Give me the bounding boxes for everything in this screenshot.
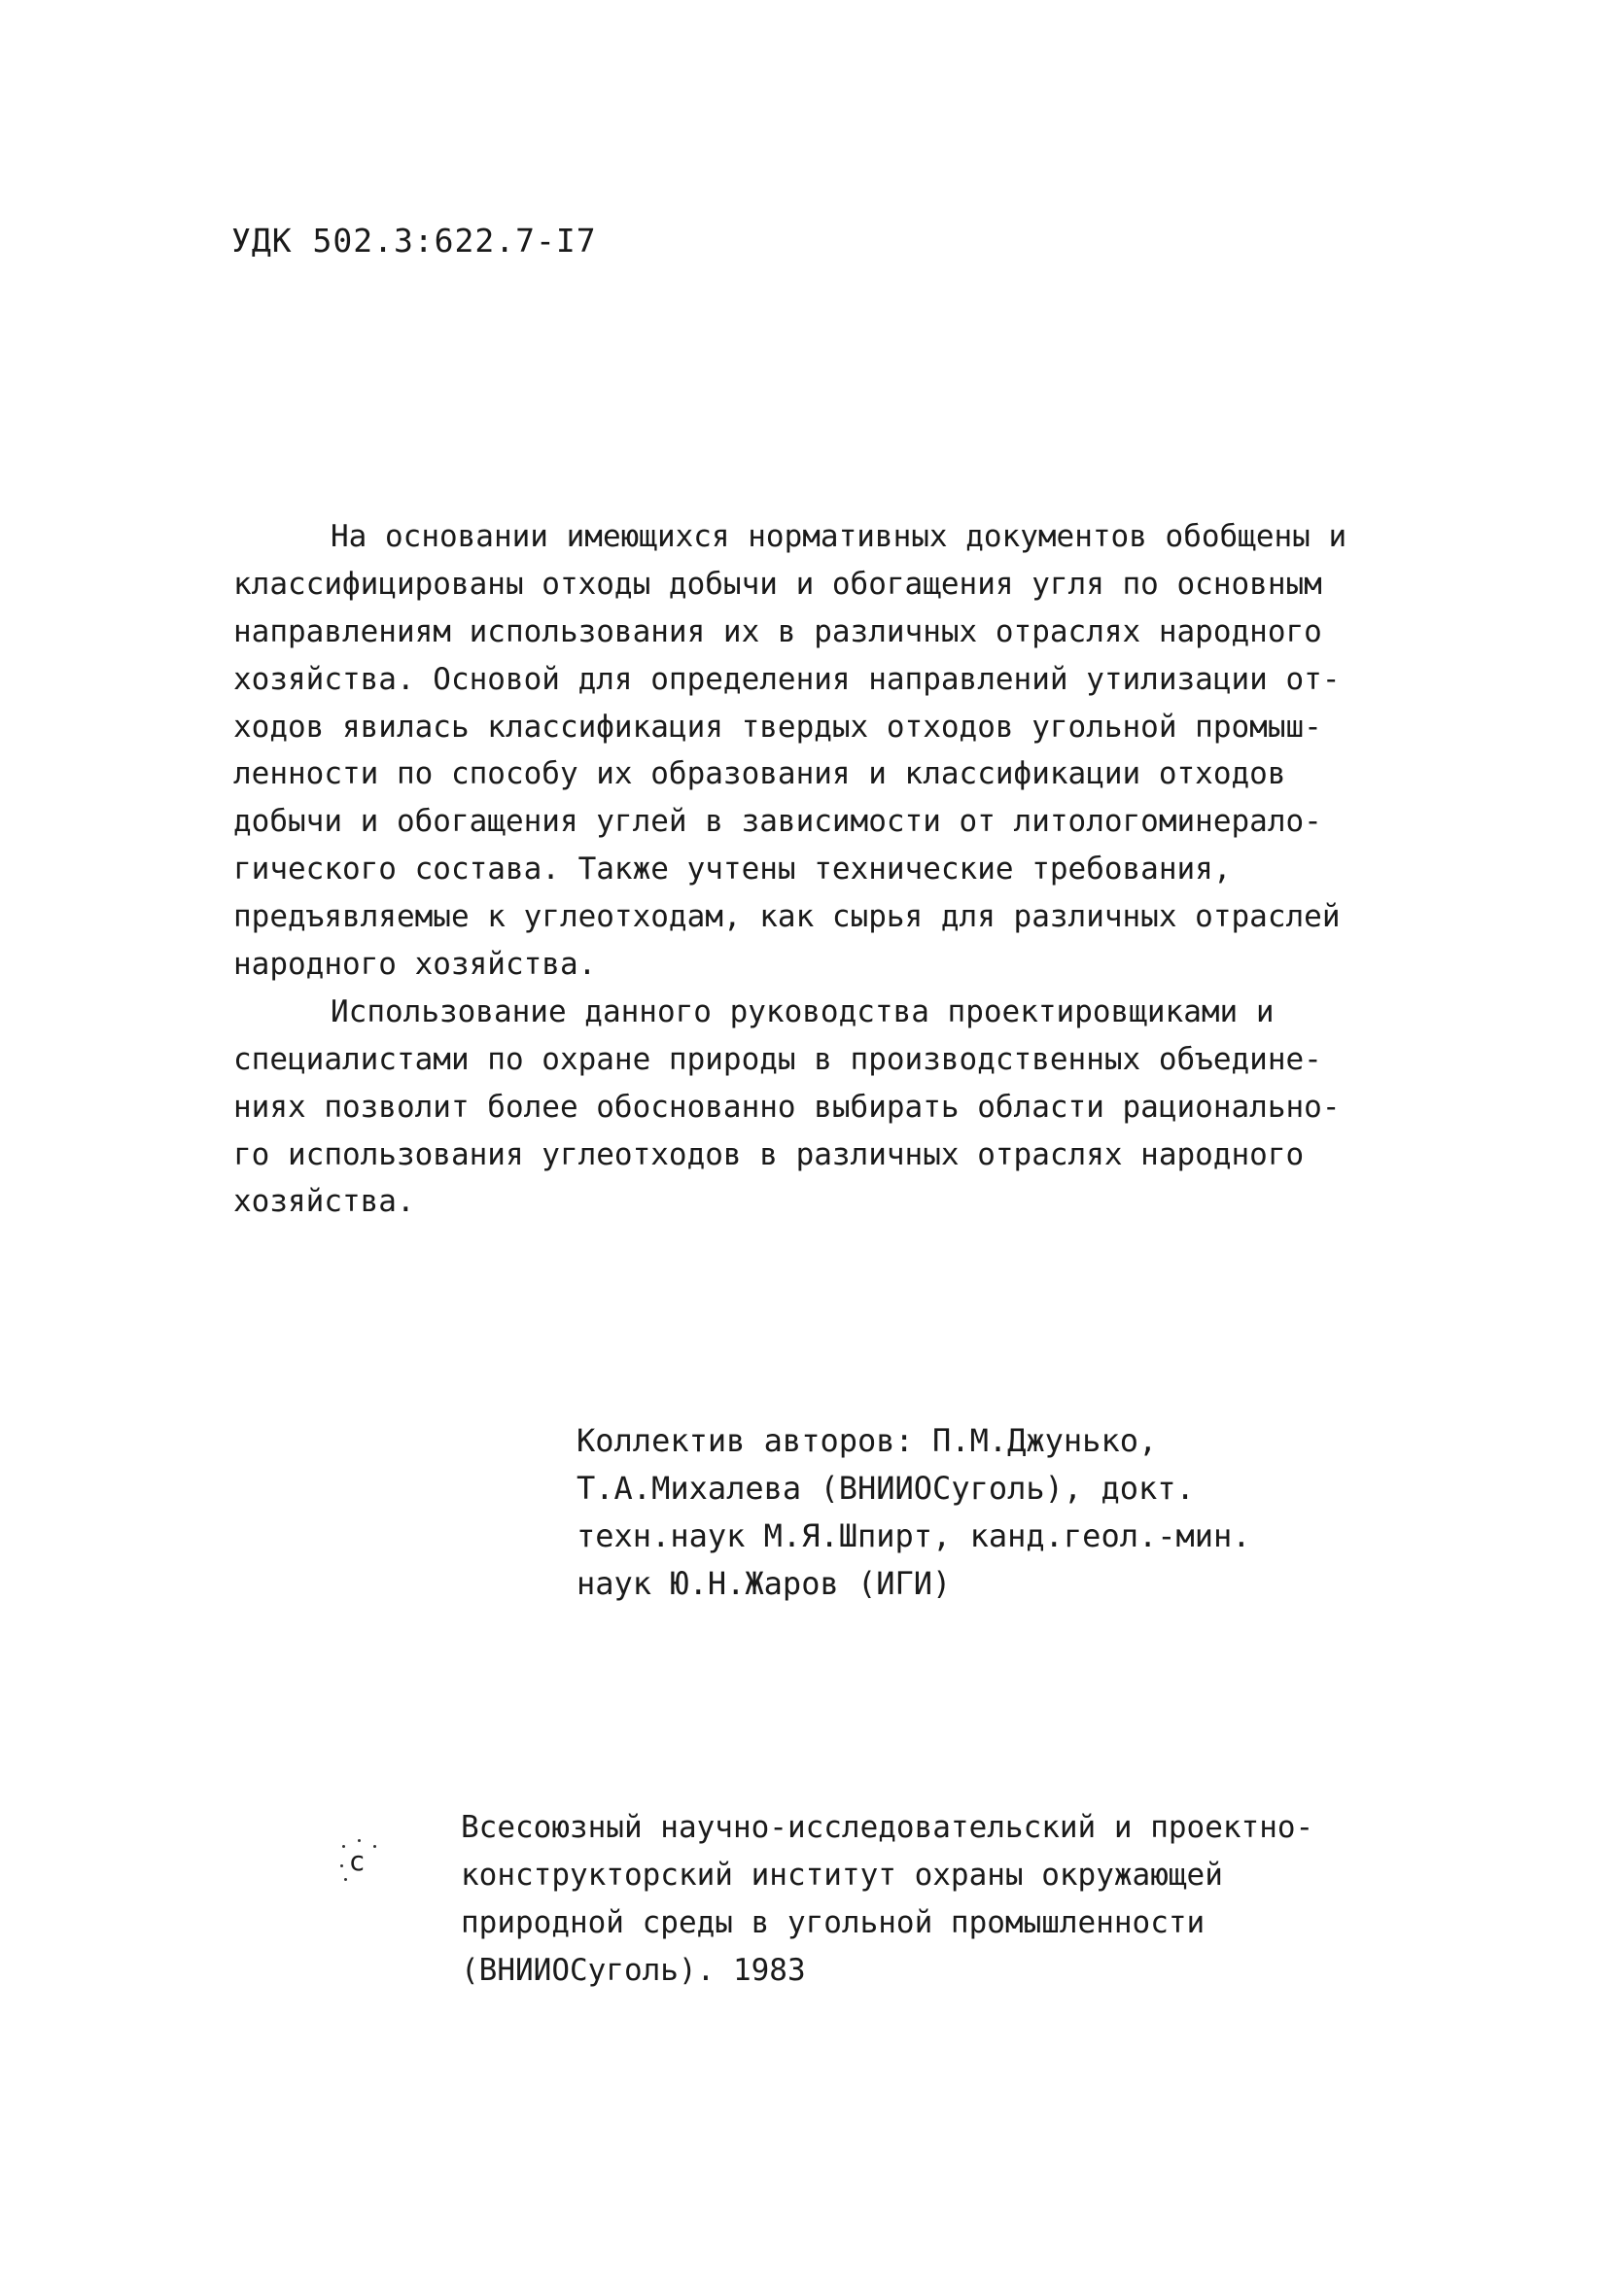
abstract-line: На основании имеющихся нормативных документов обобщены и [331,519,1347,554]
institute-line: (ВНИИОСуголь). 1983 [461,1953,806,1988]
copyright-dot [340,1864,343,1867]
institute-line: природной среды в угольной промышленности [461,1905,1206,1940]
authors-line: наук Ю.Н.Жаров (ИГИ) [577,1565,952,1602]
abstract-line: предъявляемые к углеотходам, как сырья для различных отраслей [233,899,1341,935]
copyright-icon [332,1837,381,1886]
abstract-line: го использования углеотходов в различных отраслях народного [233,1136,1305,1172]
copyright-dot [373,1845,376,1848]
abstract-line: добычи и обогащения углей в зависимости от литологоминерало- [233,804,1322,840]
abstract-line: хозяйства. [233,1184,415,1220]
abstract-line: народного хозяйства. [233,947,597,983]
abstract-line: ходов явилась классификация твердых отходов угольной промыш- [233,709,1322,745]
copyright-dot [342,1845,345,1848]
authors-line: техн.наук М.Я.Шпирт, канд.геол.-мин. [577,1517,1251,1554]
abstract-line: специалистами по охране природы в производственных объедине- [233,1041,1322,1077]
copyright-dot [358,1839,361,1842]
copyright-dot [344,1878,347,1881]
abstract-line: направлениям использования их в различных отраслях народного [233,613,1322,649]
abstract-line: гического состава. Также учтены технические требования, [233,852,1232,887]
institute-line: Всесоюзный научно-исследовательский и проектно- [461,1810,1314,1845]
abstract-line: ниях позволит более обоснованно выбирать области рационально- [233,1089,1341,1125]
institute-block [461,1804,1336,1995]
abstract-line: Использование данного руководства проектировщиками и [331,993,1275,1029]
abstract-line: хозяйства. Основой для определения направлений утилизации от- [233,661,1341,697]
copyright-letter: c [348,1845,366,1877]
authors-line: Т.А.Михалева (ВНИИОСуголь), докт. [577,1470,1195,1507]
authors-block [577,1417,1315,1608]
authors-line: Коллектив авторов: П.М.Джунько, [577,1422,1158,1459]
abstract-text [233,513,1381,1226]
institute-line: конструкторский институт охраны окружающей [461,1858,1223,1893]
abstract-line: ленности по способу их образования и классификации отходов [233,756,1286,792]
udc-code: УДК 502.3:622.7-І7 [231,222,597,260]
abstract-line: классифицированы отходы добычи и обогащения угля по основным [233,566,1322,602]
